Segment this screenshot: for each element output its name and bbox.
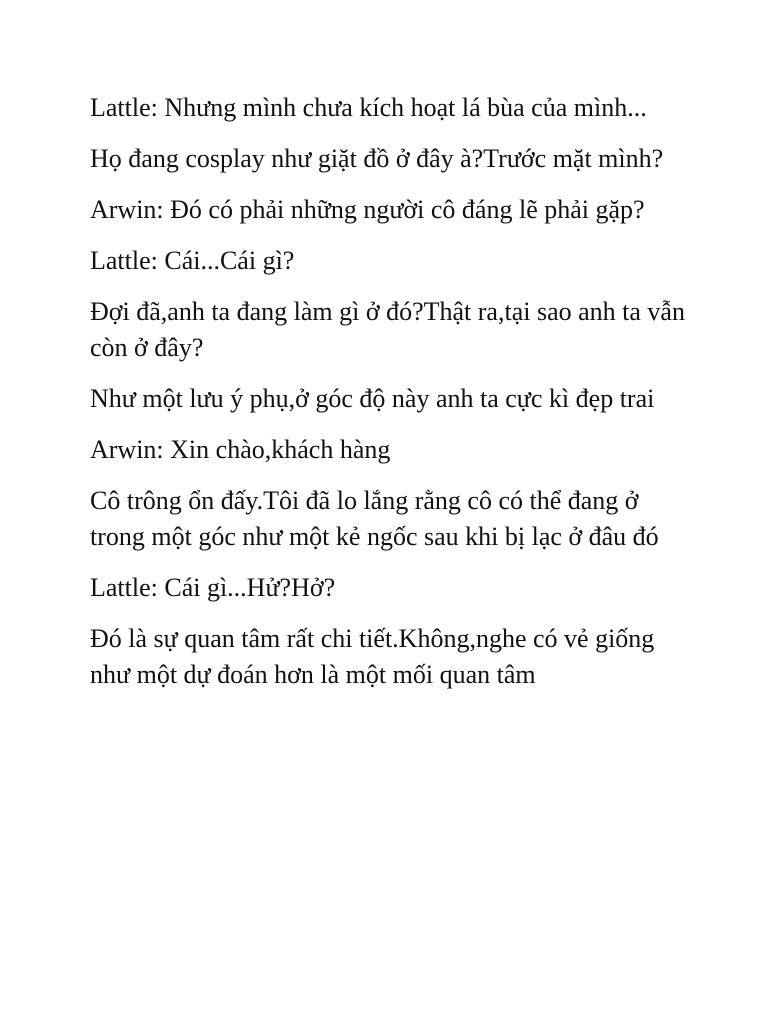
paragraph: Cô trông ổn đấy.Tôi đã lo lắng rằng cô có thể đang ở trong một góc như một kẻ ngốc sau khi bị lạc ở đâu đó: [90, 486, 659, 551]
paragraph: Đó là sự quan tâm rất chi tiết.Không,nghe có vẻ giống như một dự đoán hơn là một mối quan tâm: [90, 624, 655, 689]
paragraph: Arwin: Đó có phải những người cô đáng lẽ phải gặp?: [90, 195, 645, 224]
paragraph: Arwin: Xin chào,khách hàng: [90, 435, 391, 464]
paragraph: Lattle: Cái gì...Hử?Hở?: [90, 573, 336, 602]
paragraph: Họ đang cosplay như giặt đồ ở đây à?Trước mặt mình?: [90, 144, 664, 173]
paragraph: Đợi đã,anh ta đang làm gì ở đó?Thật ra,tại sao anh ta vẫn còn ở đây?: [90, 297, 685, 362]
paragraph: Như một lưu ý phụ,ở góc độ này anh ta cực kì đẹp trai: [90, 384, 655, 413]
paragraph: Lattle: Cái...Cái gì?: [90, 246, 295, 275]
document-body: [90, 90, 690, 708]
paragraph: Lattle: Nhưng mình chưa kích hoạt lá bùa của mình...: [90, 93, 647, 122]
